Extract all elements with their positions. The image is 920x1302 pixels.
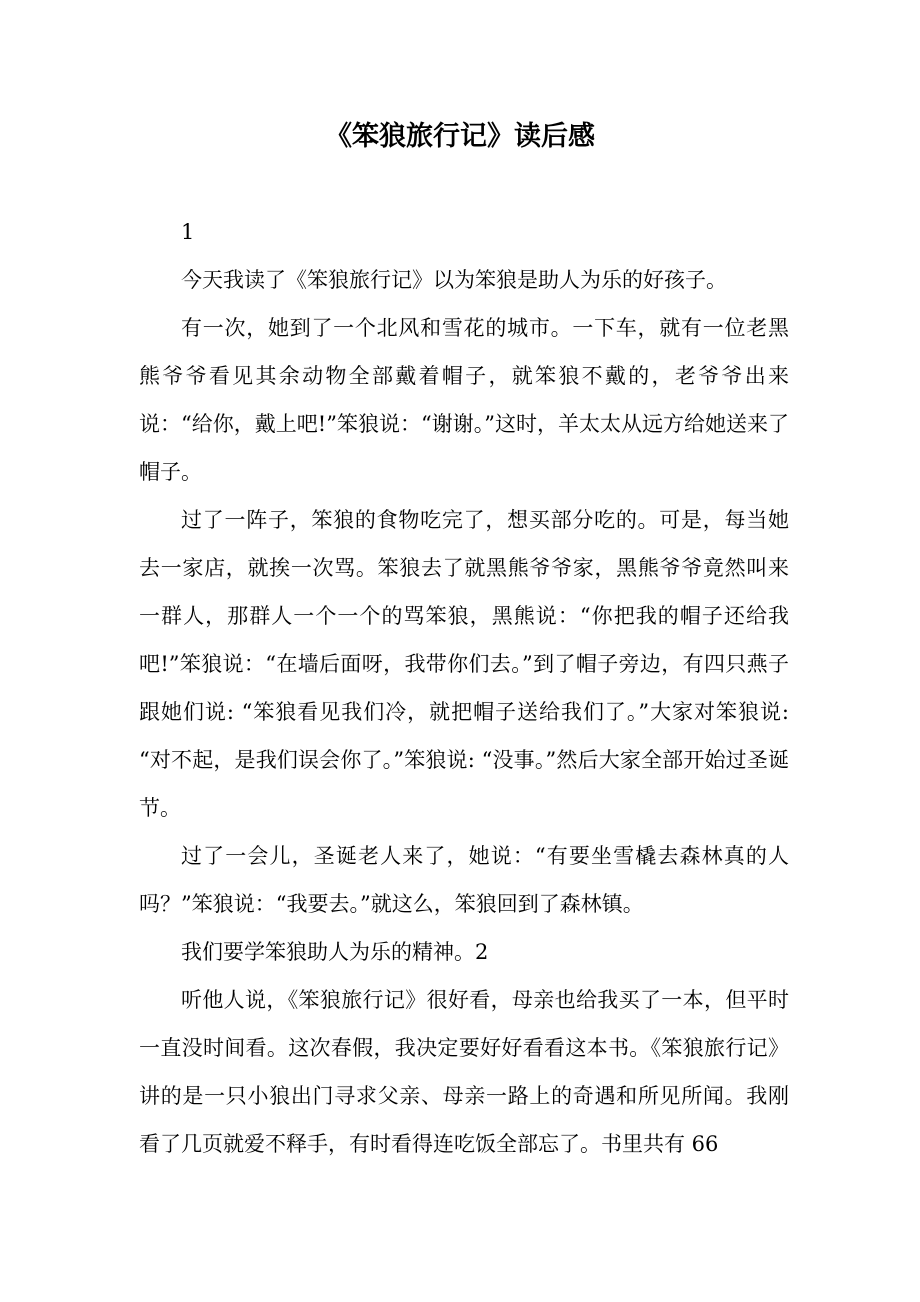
paragraph: 听他人说，《笨狼旅行记》很好看，母亲也给我买了一本，但平时一直没时间看。这次春假，我决定要好好看看这本书。《笨狼旅行记》讲的是一只小狼出门寻求父亲、母亲一路上的奇遇和所见所闻。我刚看了几页就爱不释手，有时看得连吃饭全部忘了。书里共有 66 (139, 988, 789, 1156)
document-body (139, 208, 789, 1168)
paragraph: 有一次，她到了一个北风和雪花的城市。一下车，就有一位老黑熊爷爷看见其余动物全部戴着帽子，就笨狼不戴的，老爷爷出来说：“给你，戴上吧!”笨狼说：“谢谢。”这时，羊太太从远方给她送来了帽子。 (139, 316, 789, 484)
paragraph: 今天我读了《笨狼旅行记》以为笨狼是助人为乐的好孩子。 (181, 268, 727, 292)
section-number: 1 (181, 220, 195, 244)
document-title: 《笨狼旅行记》读后感 (325, 121, 595, 152)
paragraph: 我们要学笨狼助人为乐的精神。2 (181, 940, 489, 964)
paragraph: 过了一会儿，圣诞老人来了，她说：“有要坐雪橇去森林真的人吗？”笨狼说：“我要去。”就这么，笨狼回到了森林镇。 (139, 844, 789, 916)
paragraph: 过了一阵子，笨狼的食物吃完了，想买部分吃的。可是，每当她去一家店，就挨一次骂。笨狼去了就黑熊爷爷家，黑熊爷爷竟然叫来一群人，那群人一个一个的骂笨狼，黑熊说：“你把我的帽子还给我吧!”笨狼说：“在墙后面呀，我带你们去。”到了帽子旁边，有四只燕子跟她们说: “笨狼看见我们冷，就把帽子送给我们了。”大家对笨狼说: “对不起，是我们误会你了。”笨狼说: “没事。”然后大家全部开始过圣诞节。 (139, 508, 789, 820)
